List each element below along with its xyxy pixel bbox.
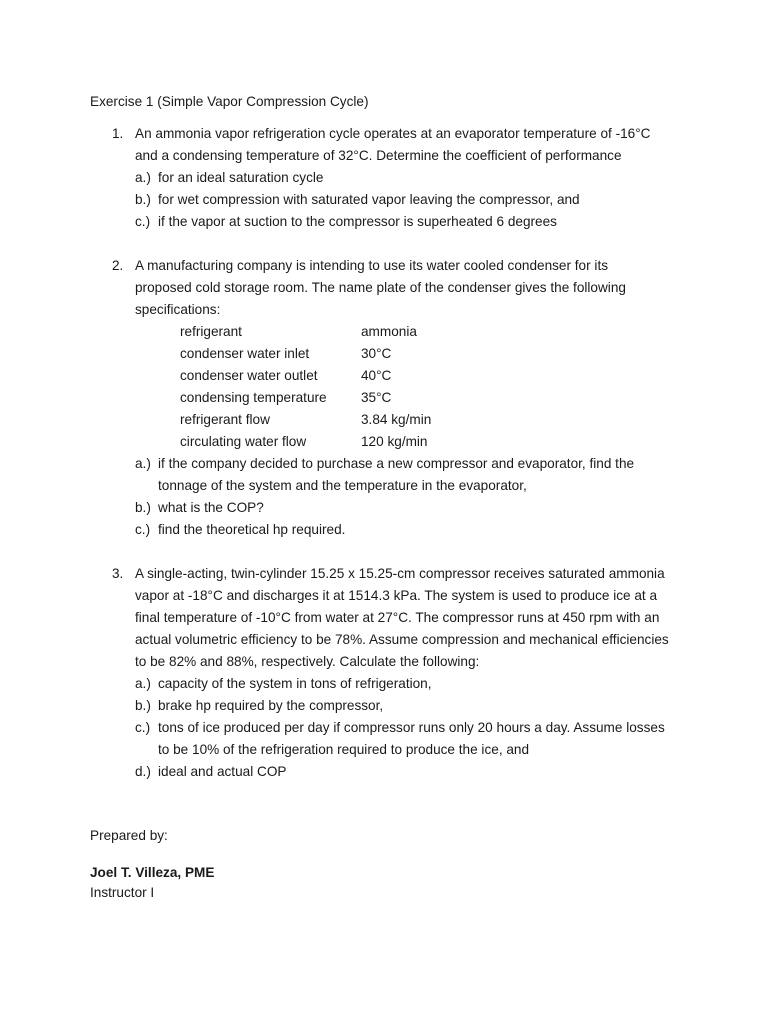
problem-3-item-c-text-1: tons of ice produced per day if compressor runs only 20 hours a day. Assume losses <box>158 720 665 735</box>
prepared-by-label: Prepared by: <box>90 828 168 843</box>
problem-3-number: 3. <box>112 566 124 581</box>
problem-3-line-3: final temperature of -10°C from water at 27°C. The compressor runs at 450 rpm with an <box>135 610 660 625</box>
problem-2-item-c-text: find the theoretical hp required. <box>158 522 346 537</box>
problem-3-item-d-text: ideal and actual COP <box>158 764 287 779</box>
problem-1-item-c-text: if the vapor at suction to the compressor is superheated 6 degrees <box>158 214 557 229</box>
problem-1-item-b-text: for wet compression with saturated vapor leaving the compressor, and <box>158 192 580 207</box>
problem-2-item-b-text: what is the COP? <box>158 500 264 515</box>
spec-name: condenser water outlet <box>180 368 318 383</box>
problem-3-item-d-label: d.) <box>135 764 151 779</box>
problem-3-line-5: to be 82% and 88%, respectively. Calculate the following: <box>135 654 480 669</box>
spec-name: circulating water flow <box>180 434 307 449</box>
problem-3-item-b-label: b.) <box>135 698 151 713</box>
spec-name: refrigerant flow <box>180 412 270 427</box>
spec-name: condensing temperature <box>180 390 327 405</box>
problem-3-item-a-text: capacity of the system in tons of refrigeration, <box>158 676 432 691</box>
spec-name: refrigerant <box>180 324 242 339</box>
problem-1-item-c-label: c.) <box>135 214 151 229</box>
spec-value: 35°C <box>361 390 392 405</box>
problem-2-item-a-text-2: tonnage of the system and the temperature in the evaporator, <box>158 478 527 493</box>
problem-2-line-1: A manufacturing company is intending to use its water cooled condenser for its <box>135 258 609 273</box>
problem-2-line-2: proposed cold storage room. The name plate of the condenser gives the following <box>135 280 626 295</box>
spec-value: 30°C <box>361 346 392 361</box>
exercise-title: Exercise 1 (Simple Vapor Compression Cycle) <box>90 94 369 109</box>
problem-1-item-a-label: a.) <box>135 170 151 185</box>
problem-2-item-a-label: a.) <box>135 456 151 471</box>
problem-2-number: 2. <box>112 258 124 273</box>
spec-value: ammonia <box>361 324 417 339</box>
author-name: Joel T. Villeza, PME <box>90 865 215 880</box>
problem-1-number: 1. <box>112 126 124 141</box>
problem-3-item-b-text: brake hp required by the compressor, <box>158 698 384 713</box>
problem-2-line-3: specifications: <box>135 302 221 317</box>
problem-3-line-4: actual volumetric efficiency to be 78%. Assume compression and mechanical efficiencies <box>135 632 669 647</box>
spec-value: 120 kg/min <box>361 434 428 449</box>
problem-2-item-b-label: b.) <box>135 500 151 515</box>
problem-2-item-a-text-1: if the company decided to purchase a new compressor and evaporator, find the <box>158 456 635 471</box>
problem-3-line-2: vapor at -18°C and discharges it at 1514.3 kPa. The system is used to produce ice at a <box>135 588 658 603</box>
problem-1-item-b-label: b.) <box>135 192 151 207</box>
problem-3-line-1: A single-acting, twin-cylinder 15.25 x 15.25-cm compressor receives saturated ammonia <box>135 566 665 581</box>
spec-value: 40°C <box>361 368 392 383</box>
problem-3-item-a-label: a.) <box>135 676 151 691</box>
problem-2-item-c-label: c.) <box>135 522 151 537</box>
problem-3-item-c-label: c.) <box>135 720 151 735</box>
problem-1-item-a-text: for an ideal saturation cycle <box>158 170 324 185</box>
problem-3-item-c-text-2: to be 10% of the refrigeration required to produce the ice, and <box>158 742 530 757</box>
problem-1-line-2: and a condensing temperature of 32°C. Determine the coefficient of performance <box>135 148 622 163</box>
spec-name: condenser water inlet <box>180 346 310 361</box>
problem-1-line-1: An ammonia vapor refrigeration cycle operates at an evaporator temperature of -16°C <box>135 126 651 141</box>
author-title: Instructor I <box>90 885 155 900</box>
spec-value: 3.84 kg/min <box>361 412 432 427</box>
